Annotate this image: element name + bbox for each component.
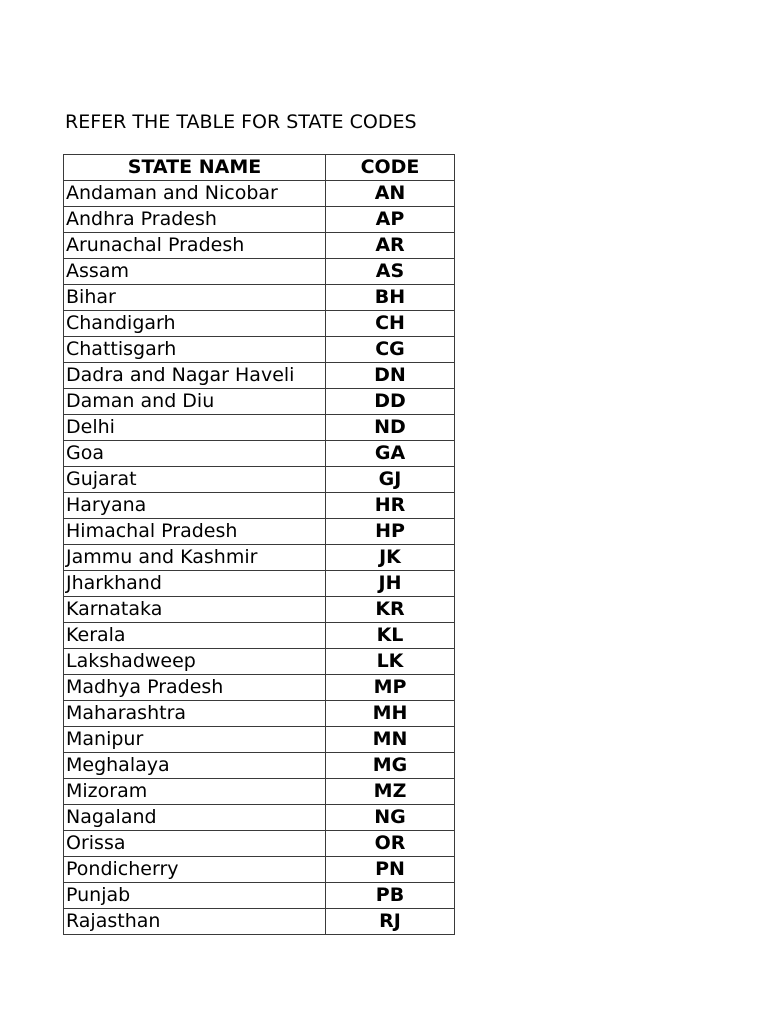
table-row	[64, 285, 455, 311]
table-row	[64, 883, 455, 909]
table-row	[64, 701, 455, 727]
table-row	[64, 649, 455, 675]
table-row	[64, 909, 455, 935]
state-name-cell: Gujarat	[64, 467, 326, 493]
state-name-cell: Lakshadweep	[64, 649, 326, 675]
state-code-cell: MP	[326, 675, 455, 701]
state-code-cell: GJ	[326, 467, 455, 493]
state-name-cell: Dadra and Nagar Haveli	[64, 363, 326, 389]
state-code-cell: DD	[326, 389, 455, 415]
table-row	[64, 753, 455, 779]
table-row	[64, 779, 455, 805]
state-name-cell: Andaman and Nicobar	[64, 181, 326, 207]
state-name-cell: Delhi	[64, 415, 326, 441]
table-row	[64, 207, 455, 233]
state-name-cell: Maharashtra	[64, 701, 326, 727]
state-code-cell: AN	[326, 181, 455, 207]
state-name-cell: Haryana	[64, 493, 326, 519]
state-code-cell: MH	[326, 701, 455, 727]
state-code-cell: JH	[326, 571, 455, 597]
state-name-cell: Orissa	[64, 831, 326, 857]
state-codes-table	[63, 154, 455, 935]
table-row	[64, 727, 455, 753]
state-code-cell: JK	[326, 545, 455, 571]
state-code-cell: RJ	[326, 909, 455, 935]
table-row	[64, 545, 455, 571]
table-row	[64, 519, 455, 545]
table-row	[64, 337, 455, 363]
state-code-cell: MN	[326, 727, 455, 753]
state-code-cell: BH	[326, 285, 455, 311]
state-name-cell: Jammu and Kashmir	[64, 545, 326, 571]
state-code-cell: KL	[326, 623, 455, 649]
state-code-cell: ND	[326, 415, 455, 441]
state-code-cell: PB	[326, 883, 455, 909]
state-name-cell: Mizoram	[64, 779, 326, 805]
table-row	[64, 181, 455, 207]
state-name-cell: Jharkhand	[64, 571, 326, 597]
table-row	[64, 857, 455, 883]
state-code-cell: NG	[326, 805, 455, 831]
state-name-cell: Manipur	[64, 727, 326, 753]
state-name-cell: Andhra Pradesh	[64, 207, 326, 233]
state-name-cell: Assam	[64, 259, 326, 285]
state-name-cell: Meghalaya	[64, 753, 326, 779]
state-code-cell: OR	[326, 831, 455, 857]
table-body	[64, 181, 455, 935]
state-code-cell: KR	[326, 597, 455, 623]
state-name-cell: Punjab	[64, 883, 326, 909]
state-name-cell: Himachal Pradesh	[64, 519, 326, 545]
table-row	[64, 441, 455, 467]
table-row	[64, 571, 455, 597]
table-header-row	[64, 155, 455, 181]
state-name-cell: Daman and Diu	[64, 389, 326, 415]
state-code-cell: HP	[326, 519, 455, 545]
table-row	[64, 233, 455, 259]
state-name-cell: Madhya Pradesh	[64, 675, 326, 701]
table-row	[64, 623, 455, 649]
code-column-header: CODE	[326, 155, 455, 181]
table-row	[64, 675, 455, 701]
state-code-cell: CH	[326, 311, 455, 337]
state-code-cell: GA	[326, 441, 455, 467]
state-code-cell: AP	[326, 207, 455, 233]
table-row	[64, 493, 455, 519]
table-row	[64, 831, 455, 857]
table-row	[64, 311, 455, 337]
table-row	[64, 597, 455, 623]
state-code-cell: AS	[326, 259, 455, 285]
state-code-cell: LK	[326, 649, 455, 675]
state-code-cell: MG	[326, 753, 455, 779]
state-name-cell: Arunachal Pradesh	[64, 233, 326, 259]
state-code-cell: DN	[326, 363, 455, 389]
table-row	[64, 259, 455, 285]
state-code-cell: HR	[326, 493, 455, 519]
page-heading: REFER THE TABLE FOR STATE CODES	[65, 111, 417, 133]
state-name-cell: Rajasthan	[64, 909, 326, 935]
state-name-cell: Pondicherry	[64, 857, 326, 883]
state-code-cell: MZ	[326, 779, 455, 805]
state-name-cell: Chattisgarh	[64, 337, 326, 363]
state-name-cell: Karnataka	[64, 597, 326, 623]
table-row	[64, 363, 455, 389]
state-code-cell: PN	[326, 857, 455, 883]
table-row	[64, 467, 455, 493]
state-name-cell: Bihar	[64, 285, 326, 311]
state-name-cell: Goa	[64, 441, 326, 467]
state-code-cell: CG	[326, 337, 455, 363]
state-code-cell: AR	[326, 233, 455, 259]
state-name-cell: Chandigarh	[64, 311, 326, 337]
table-row	[64, 389, 455, 415]
state-name-cell: Nagaland	[64, 805, 326, 831]
table-row	[64, 415, 455, 441]
state-name-cell: Kerala	[64, 623, 326, 649]
state-name-column-header: STATE NAME	[64, 155, 326, 181]
table-row	[64, 805, 455, 831]
